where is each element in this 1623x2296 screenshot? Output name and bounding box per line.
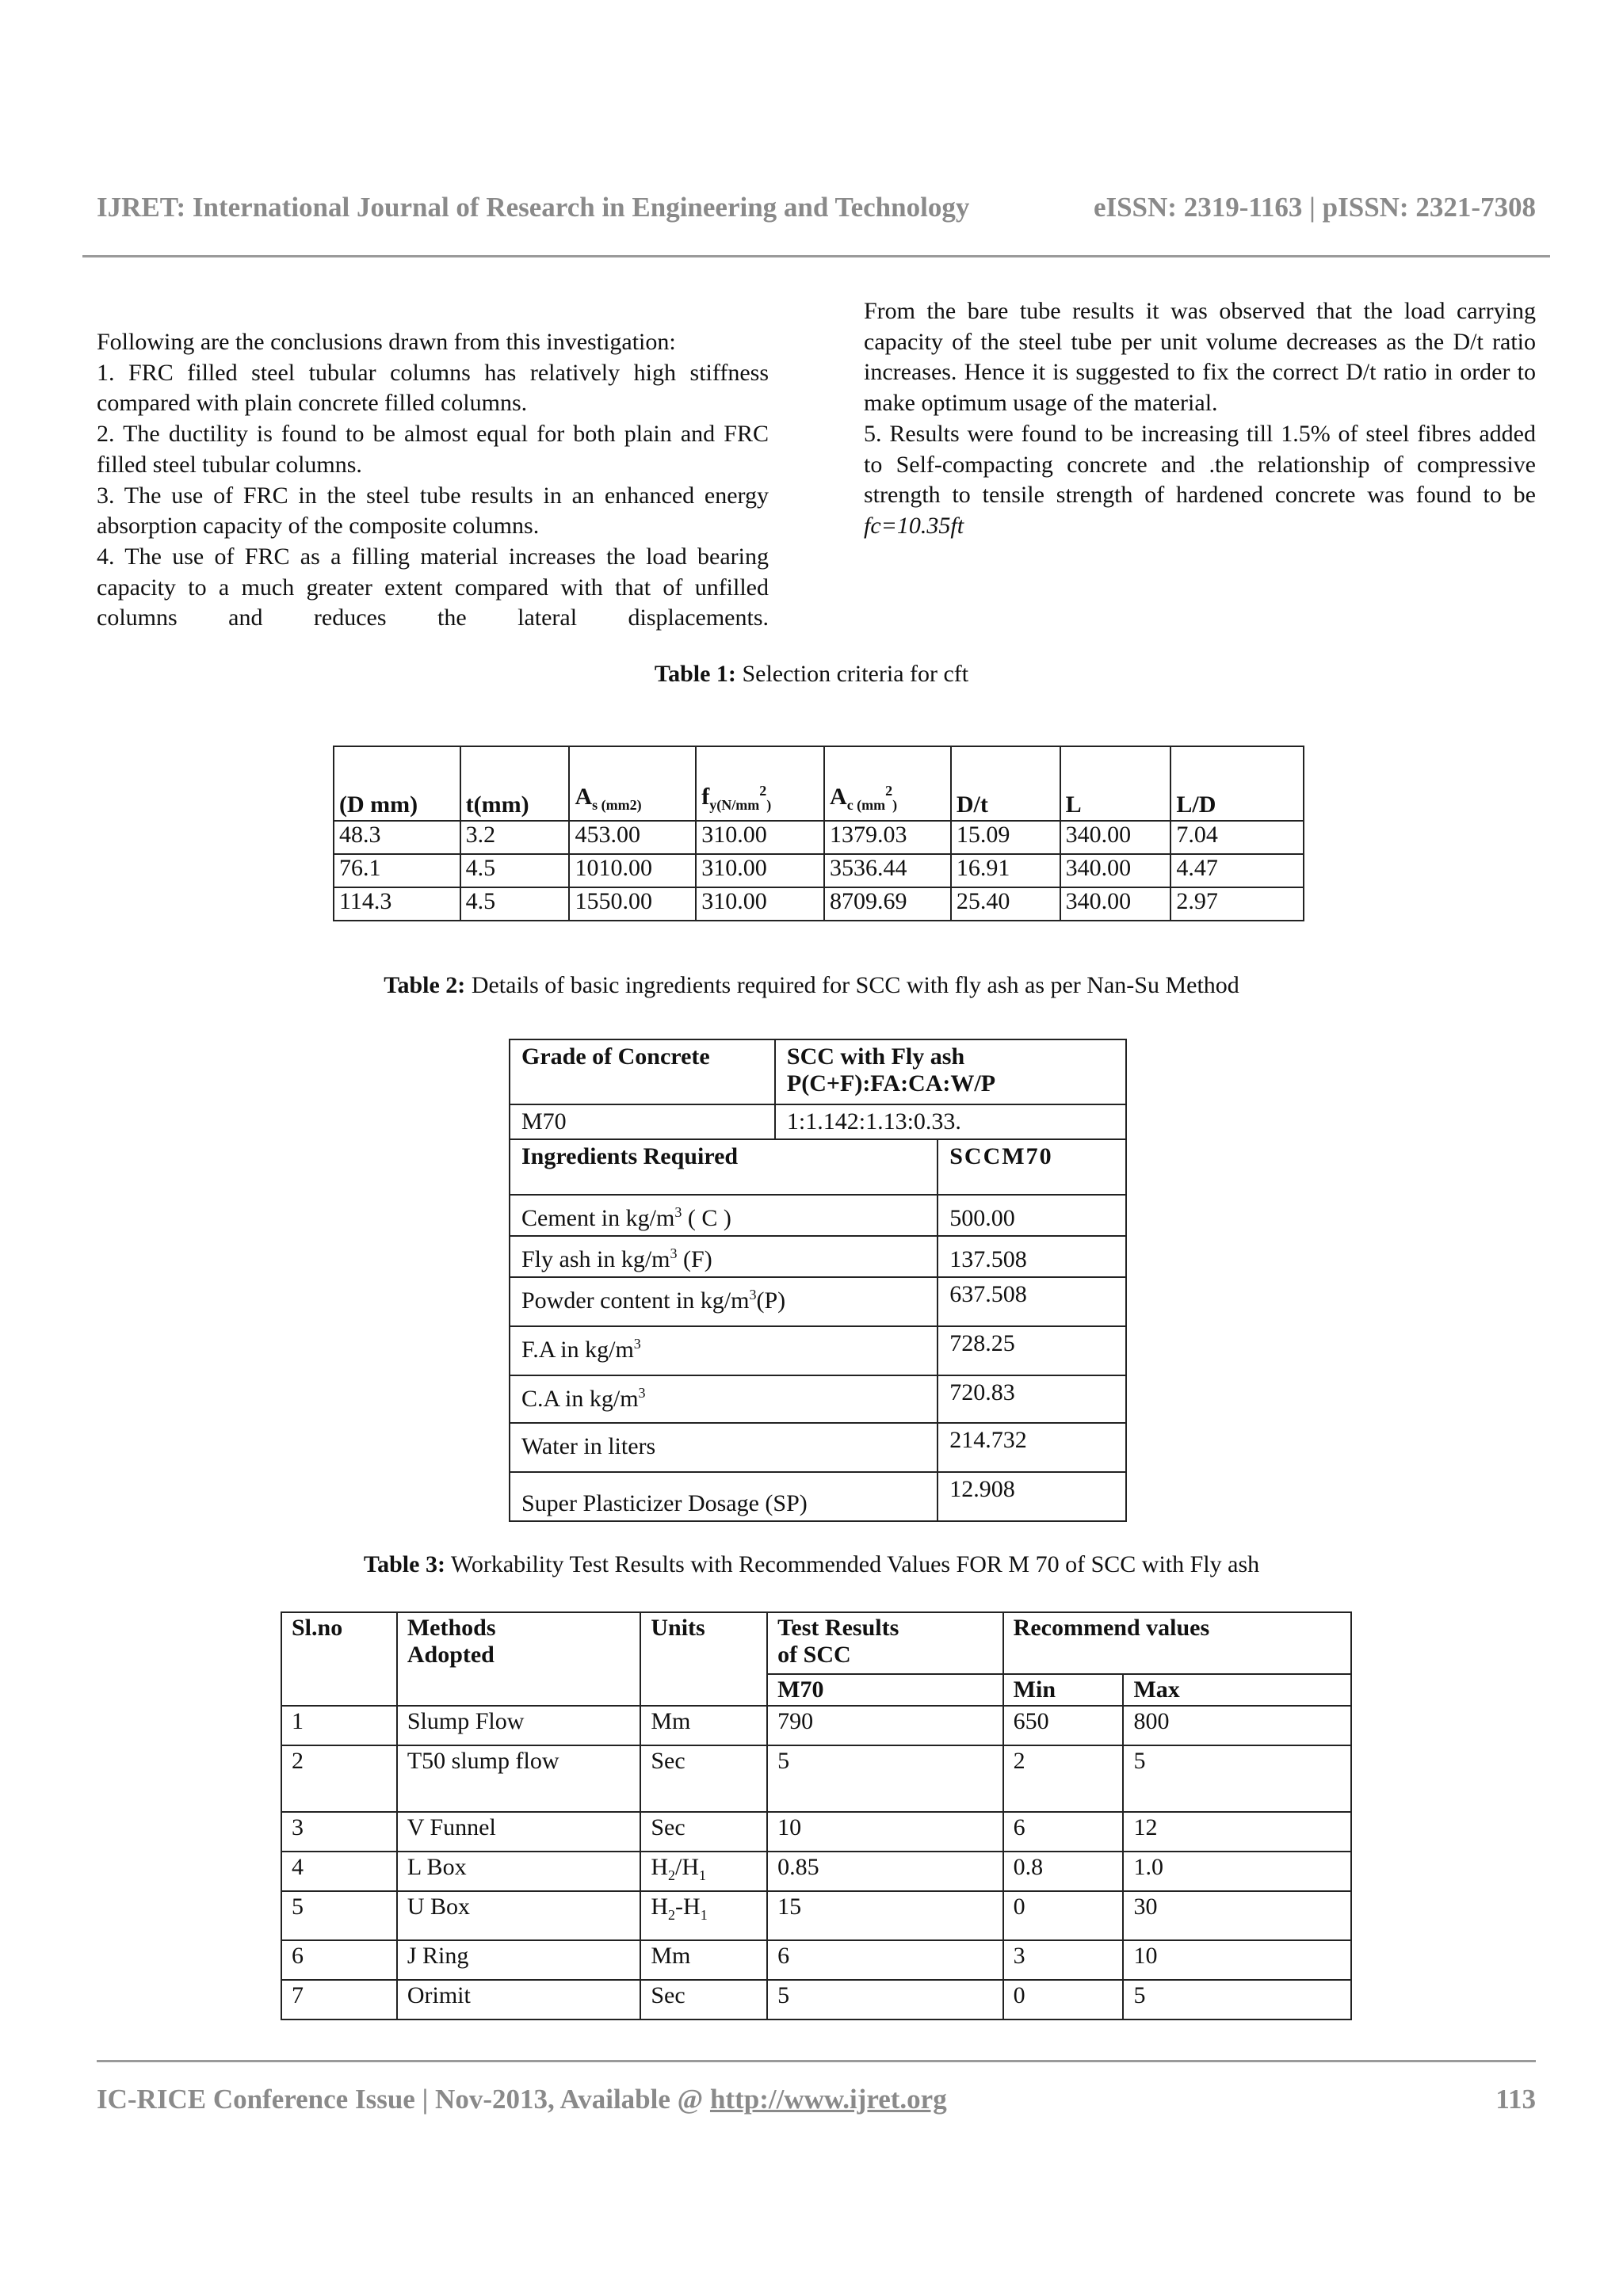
table-row bbox=[334, 821, 1304, 854]
table-row bbox=[510, 1375, 1126, 1423]
ingredients-header: Ingredients Required bbox=[510, 1139, 938, 1195]
conclusion-4: 4. The use of FRC as a filling material increases the load bearing capacity to a much greater extent compared with that of unfilled columns and reduces the lateral displacements. bbox=[97, 543, 769, 631]
cell: Sec bbox=[640, 1745, 767, 1812]
conclusion-3: 3. The use of FRC in the steel tube results in an enhanced energy absorption capacity of the composite columns. bbox=[97, 482, 769, 540]
cell: 340.00 bbox=[1060, 821, 1171, 854]
cell: 310.00 bbox=[696, 854, 824, 887]
cell: 25.40 bbox=[951, 887, 1060, 921]
cell: Orimit bbox=[397, 1980, 641, 2019]
conclusion-5 bbox=[864, 419, 1536, 542]
table1-caption bbox=[0, 661, 1623, 688]
col-header-units: Units bbox=[640, 1612, 767, 1706]
table-row bbox=[510, 1195, 1126, 1236]
cell: 310.00 bbox=[696, 821, 824, 854]
table3-caption bbox=[0, 1551, 1623, 1578]
footer-rule bbox=[97, 2060, 1536, 2062]
cell: 1 bbox=[281, 1706, 397, 1745]
cell: 800 bbox=[1123, 1706, 1351, 1745]
table-row bbox=[281, 1852, 1351, 1891]
table1-title: Selection criteria for cft bbox=[742, 661, 969, 687]
table-row bbox=[510, 1236, 1126, 1277]
strength-formula: fc=10.35ft bbox=[864, 512, 964, 539]
table-row bbox=[334, 887, 1304, 921]
cell: 15 bbox=[767, 1891, 1003, 1940]
cell: 76.1 bbox=[334, 854, 460, 887]
col-header-min: Min bbox=[1003, 1674, 1124, 1706]
ingredient-name: F.A in $kg/m^3$ bbox=[510, 1326, 938, 1375]
table1-label: Table 1: bbox=[654, 661, 736, 687]
grade-value: M70 bbox=[510, 1104, 775, 1139]
cell: 3536.44 bbox=[824, 854, 951, 887]
cell: 12 bbox=[1123, 1812, 1351, 1852]
cell: 3.2 bbox=[460, 821, 570, 854]
cell: 2 bbox=[1003, 1745, 1124, 1812]
col-header-methods: Methods Adopted bbox=[397, 1612, 641, 1706]
table-row bbox=[281, 1745, 1351, 1812]
cell: 48.3 bbox=[334, 821, 460, 854]
table-row bbox=[510, 1326, 1126, 1375]
cell: Slump Flow bbox=[397, 1706, 641, 1745]
header-rule bbox=[82, 255, 1550, 257]
cell: 4 bbox=[281, 1852, 397, 1891]
cell: 0.85 bbox=[767, 1852, 1003, 1891]
table1-selection-criteria bbox=[333, 746, 1304, 921]
ingredient-value: 500.00 bbox=[938, 1195, 1126, 1236]
cell: Sec bbox=[640, 1812, 767, 1852]
cell: 790 bbox=[767, 1706, 1003, 1745]
col-header-ac: $A_{c (mm}^2_)$ bbox=[824, 746, 951, 821]
right-column bbox=[864, 296, 1536, 542]
col-header-results: Test Results of SCC bbox=[767, 1612, 1003, 1674]
table2-title: Details of basic ingredients required for SCC with fly ash as per Nan-Su Method bbox=[471, 972, 1239, 998]
cell: 15.09 bbox=[951, 821, 1060, 854]
cell: 310.00 bbox=[696, 887, 824, 921]
cell: 2.97 bbox=[1170, 887, 1304, 921]
left-column bbox=[97, 327, 769, 634]
issn: eISSN: 2319-1163 | pISSN: 2321-7308 bbox=[1093, 192, 1536, 223]
conclusion-2: 2. The ductility is found to be almost equal for both plain and FRC filled steel tubular columns. bbox=[97, 421, 769, 478]
ratio-value: 1:1.142:1.13:0.33. bbox=[775, 1104, 1126, 1139]
cell: 3 bbox=[1003, 1940, 1124, 1980]
table2-header-row bbox=[510, 1039, 1126, 1104]
cell: 1.0 bbox=[1123, 1852, 1351, 1891]
cell: 7 bbox=[281, 1980, 397, 2019]
cell: $H_2-H_1$ bbox=[640, 1891, 767, 1940]
ingredient-value: 637.508 bbox=[938, 1277, 1126, 1326]
cell: J Ring bbox=[397, 1940, 641, 1980]
cell: 2 bbox=[281, 1745, 397, 1812]
scc-header: SCC with Fly ash P(C+F):FA:CA:W/P bbox=[775, 1039, 1126, 1104]
cell: 0.8 bbox=[1003, 1852, 1124, 1891]
ingredient-name: Powder content in $kg/m^3(P)$ bbox=[510, 1277, 938, 1326]
table-row bbox=[510, 1139, 1126, 1195]
conclusion-1: 1. FRC filled steel tubular columns has relatively high stiffness compared with plain concrete filled columns. bbox=[97, 359, 769, 417]
cell: 0 bbox=[1003, 1891, 1124, 1940]
cell: 10 bbox=[767, 1812, 1003, 1852]
ingredient-value: 214.732 bbox=[938, 1423, 1126, 1472]
table3-header-row bbox=[281, 1612, 1351, 1674]
cell: U Box bbox=[397, 1891, 641, 1940]
cell: 5 bbox=[767, 1745, 1003, 1812]
cell: 453.00 bbox=[569, 821, 696, 854]
cell: 0 bbox=[1003, 1980, 1124, 2019]
running-footer bbox=[97, 2084, 1536, 2115]
col-header-max: Max bbox=[1123, 1674, 1351, 1706]
ingredient-name: Fly ash in $kg/m^3$ (F) bbox=[510, 1236, 938, 1277]
bare-tube-paragraph: From the bare tube results it was observed that the load carrying capacity of the steel tube per unit volume decreases as the D/t ratio increases. Hence it is suggested to fix the correct D/t ratio in order to make optimum usage of the material. bbox=[864, 298, 1536, 417]
table3-label: Table 3: bbox=[363, 1551, 445, 1577]
cell: Mm bbox=[640, 1940, 767, 1980]
table2-label: Table 2: bbox=[384, 972, 466, 998]
cell: 5 bbox=[1123, 1980, 1351, 2019]
col-header-d: (D mm) bbox=[334, 746, 460, 821]
table-row bbox=[281, 1940, 1351, 1980]
table-row bbox=[510, 1423, 1126, 1472]
col-header-slno: Sl.no bbox=[281, 1612, 397, 1706]
ingredient-value: 720.83 bbox=[938, 1375, 1126, 1423]
grade-header: Grade of Concrete bbox=[510, 1039, 775, 1104]
table3-workability bbox=[281, 1611, 1352, 2020]
page-number: 113 bbox=[1495, 2084, 1536, 2115]
cell: 4.5 bbox=[460, 887, 570, 921]
cell: T50 slump flow bbox=[397, 1745, 641, 1812]
table-row bbox=[281, 1891, 1351, 1940]
running-header bbox=[97, 192, 1536, 223]
table2-caption bbox=[0, 972, 1623, 999]
col-header-ld: L/D bbox=[1170, 746, 1304, 821]
cell: L Box bbox=[397, 1852, 641, 1891]
cell: Mm bbox=[640, 1706, 767, 1745]
cell: 340.00 bbox=[1060, 854, 1171, 887]
table-row bbox=[281, 1980, 1351, 2019]
cell: 340.00 bbox=[1060, 887, 1171, 921]
cell: 30 bbox=[1123, 1891, 1351, 1940]
ingredient-value: 12.908 bbox=[938, 1472, 1126, 1521]
col-header-m70: M70 bbox=[767, 1674, 1003, 1706]
cell: 8709.69 bbox=[824, 887, 951, 921]
col-header-fy: $f_{y(N/mm}^2_)$ bbox=[696, 746, 824, 821]
journal-link[interactable]: http://www.ijret.org bbox=[709, 2084, 947, 2115]
cell: 6 bbox=[1003, 1812, 1124, 1852]
cell: 16.91 bbox=[951, 854, 1060, 887]
col-header-l: L bbox=[1060, 746, 1171, 821]
table-row bbox=[281, 1706, 1351, 1745]
cell: 114.3 bbox=[334, 887, 460, 921]
cell: 5 bbox=[1123, 1745, 1351, 1812]
cell: 6 bbox=[281, 1940, 397, 1980]
ingredient-value: 137.508 bbox=[938, 1236, 1126, 1277]
cell: 1379.03 bbox=[824, 821, 951, 854]
cell: 4.5 bbox=[460, 854, 570, 887]
table2-ingredients bbox=[509, 1039, 1127, 1522]
ingredient-name: C.A in $kg/m^3$ bbox=[510, 1375, 938, 1423]
cell: 650 bbox=[1003, 1706, 1124, 1745]
col-header-recommend: Recommend values bbox=[1003, 1612, 1351, 1674]
ingredient-name: Super Plasticizer Dosage (SP) bbox=[510, 1472, 938, 1521]
cell: 6 bbox=[767, 1940, 1003, 1980]
ingredient-name: Cement in $kg/m^3$ ( C ) bbox=[510, 1195, 938, 1236]
table-row bbox=[510, 1104, 1126, 1139]
cell: V Funnel bbox=[397, 1812, 641, 1852]
ingredient-value: 728.25 bbox=[938, 1326, 1126, 1375]
col-header-dt: D/t bbox=[951, 746, 1060, 821]
cell: 1010.00 bbox=[569, 854, 696, 887]
cell: Sec bbox=[640, 1980, 767, 2019]
table1-header-row bbox=[334, 746, 1304, 821]
footer-text: IC-RICE Conference Issue | Nov-2013, Available @ http://www.ijret.org bbox=[97, 2084, 947, 2115]
table3-title: Workability Test Results with Recommended Values FOR M 70 of SCC with Fly ash bbox=[450, 1551, 1260, 1577]
cell: 5 bbox=[767, 1980, 1003, 2019]
cell: 10 bbox=[1123, 1940, 1351, 1980]
col-header-as: $A_{s (mm2)}$ bbox=[569, 746, 696, 821]
table-row bbox=[334, 854, 1304, 887]
cell: 4.47 bbox=[1170, 854, 1304, 887]
cell: 3 bbox=[281, 1812, 397, 1852]
table-row bbox=[510, 1472, 1126, 1521]
col-header-t: t(mm) bbox=[460, 746, 570, 821]
table-row bbox=[281, 1812, 1351, 1852]
conclusions-intro: Following are the conclusions drawn from this investigation: bbox=[97, 329, 676, 355]
table-row bbox=[510, 1277, 1126, 1326]
conclusion-5-text: 5. Results were found to be increasing till 1.5% of steel fibres added to Self-compacting concrete and .the relationship of compressive strength to tensile strength of hardened concrete was found to be bbox=[864, 420, 1536, 509]
sccm70-header: SCCM70 bbox=[938, 1139, 1126, 1195]
cell: 1550.00 bbox=[569, 887, 696, 921]
cell: $H_2/H_1$ bbox=[640, 1852, 767, 1891]
ingredient-name: Water in liters bbox=[510, 1423, 938, 1472]
cell: 5 bbox=[281, 1891, 397, 1940]
journal-name: IJRET: International Journal of Research in Engineering and Technology bbox=[97, 192, 970, 223]
cell: 7.04 bbox=[1170, 821, 1304, 854]
